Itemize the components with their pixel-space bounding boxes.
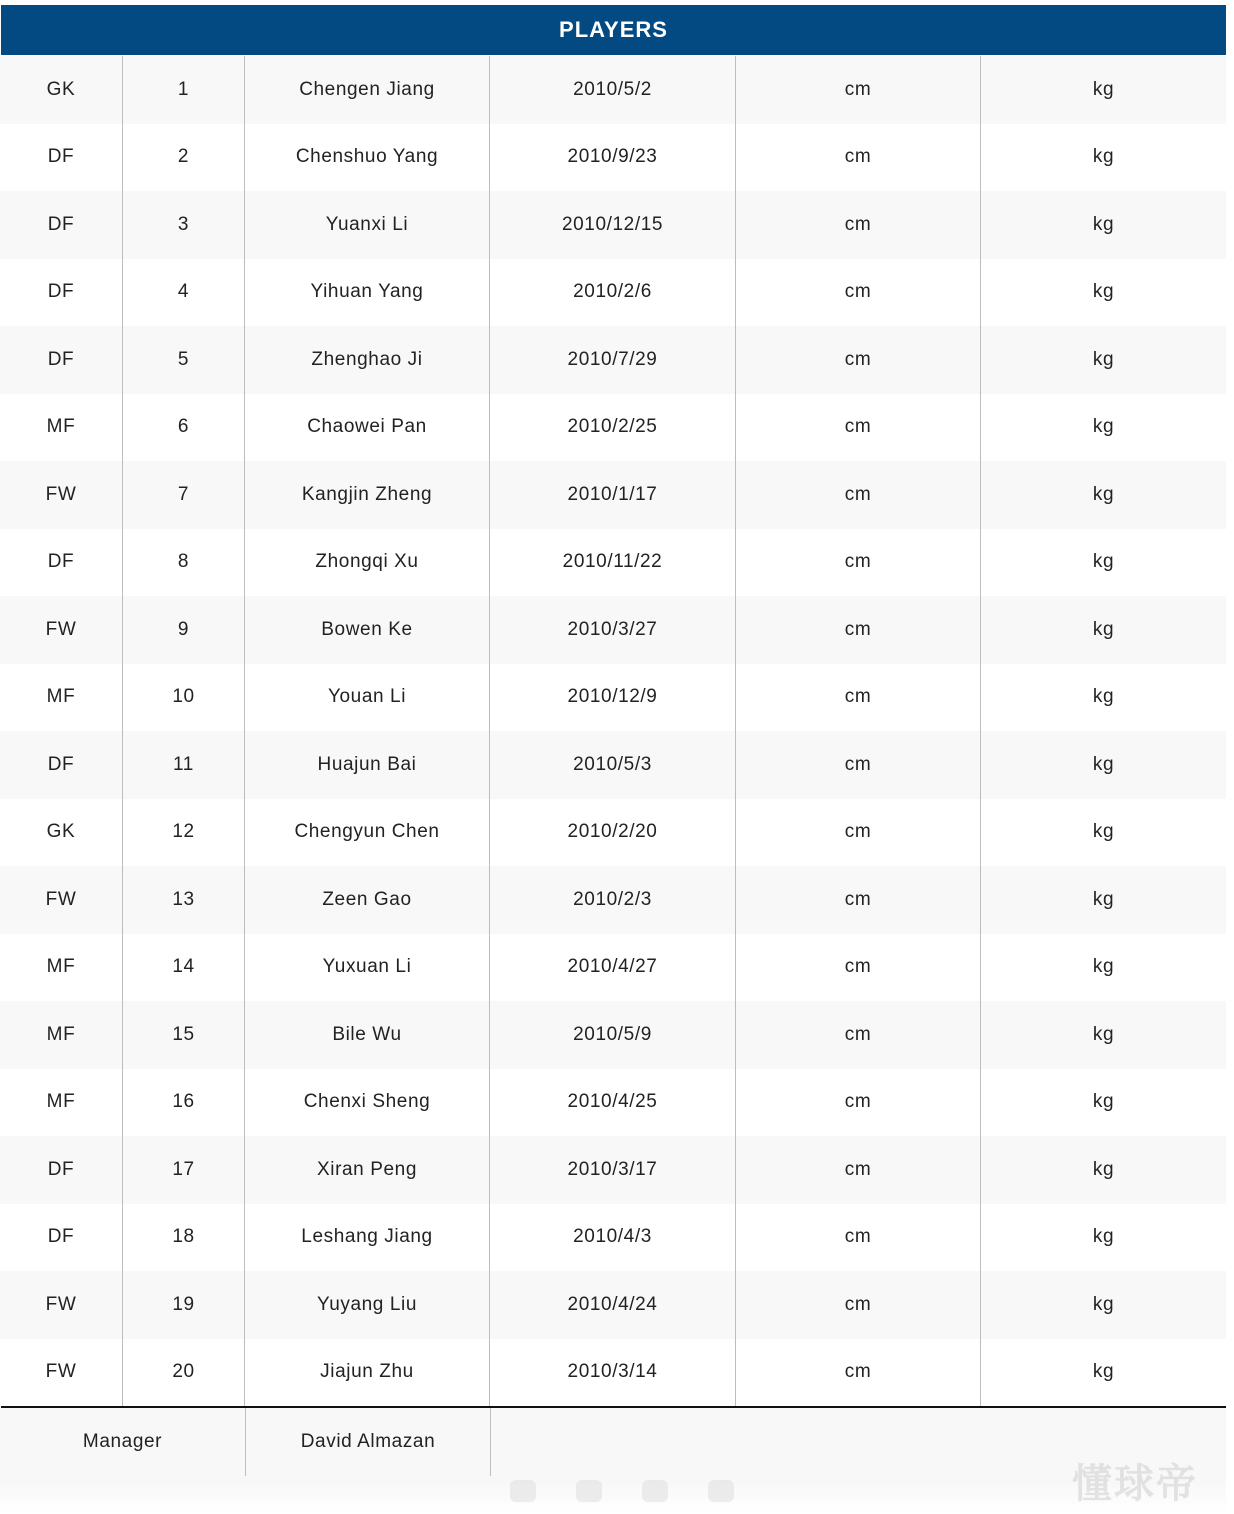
- number-cell: 14: [123, 934, 245, 1002]
- height-cell: cm: [736, 124, 981, 192]
- height-cell: cm: [736, 1271, 981, 1339]
- name-cell: Zhenghao Ji: [245, 326, 490, 394]
- height-cell: cm: [736, 1204, 981, 1272]
- name-cell: Bowen Ke: [245, 596, 490, 664]
- table-row: [0, 529, 1226, 597]
- height-cell: cm: [736, 934, 981, 1002]
- name-cell: Youan Li: [245, 664, 490, 732]
- manager-name: David Almazan: [246, 1408, 491, 1476]
- height-cell: cm: [736, 191, 981, 259]
- weight-cell: kg: [1092, 618, 1115, 640]
- height-cell: cm: [736, 596, 981, 664]
- height-cell: cm: [736, 1136, 981, 1204]
- birthdate-cell: 2010/1/17: [490, 461, 736, 529]
- table-row: [0, 1001, 1226, 1069]
- height-cell: cm: [736, 1001, 981, 1069]
- name-cell: Zeen Gao: [245, 866, 490, 934]
- weight-cell: kg: [1092, 686, 1115, 708]
- table-row: [0, 596, 1226, 664]
- name-cell: Chenxi Sheng: [245, 1069, 490, 1137]
- position-cell: GK: [0, 799, 123, 867]
- manager-label: Manager: [0, 1408, 246, 1476]
- number-cell: 10: [123, 664, 245, 732]
- watermark-logo: 懂球帝: [1072, 1462, 1198, 1506]
- blur-mark: [642, 1480, 668, 1502]
- height-cell: cm: [736, 56, 981, 124]
- table-row: [0, 866, 1226, 934]
- birthdate-cell: 2010/2/20: [490, 799, 736, 867]
- height-cell: cm: [736, 394, 981, 462]
- table-row: [0, 799, 1226, 867]
- weight-cell: kg: [1092, 348, 1115, 370]
- table-row: [0, 124, 1226, 192]
- name-cell: Bile Wu: [245, 1001, 490, 1069]
- position-cell: DF: [0, 731, 123, 799]
- birthdate-cell: 2010/3/27: [490, 596, 736, 664]
- birthdate-cell: 2010/12/15: [490, 191, 736, 259]
- position-cell: DF: [0, 124, 123, 192]
- height-cell: cm: [736, 799, 981, 867]
- weight-cell: kg: [1092, 1091, 1115, 1113]
- position-cell: DF: [0, 529, 123, 597]
- number-cell: 9: [123, 596, 245, 664]
- number-cell: 15: [123, 1001, 245, 1069]
- position-cell: FW: [0, 1271, 123, 1339]
- players-table: [0, 56, 1226, 1406]
- blur-mark: [510, 1480, 536, 1502]
- height-cell: cm: [736, 326, 981, 394]
- position-cell: DF: [0, 1204, 123, 1272]
- table-row: [0, 664, 1226, 732]
- number-cell: 2: [123, 124, 245, 192]
- weight-cell: kg: [1092, 1158, 1115, 1180]
- manager-row: [0, 1408, 1226, 1514]
- name-cell: Jiajun Zhu: [245, 1339, 490, 1407]
- position-cell: MF: [0, 394, 123, 462]
- birthdate-cell: 2010/3/17: [490, 1136, 736, 1204]
- position-cell: DF: [0, 259, 123, 327]
- name-cell: Yihuan Yang: [245, 259, 490, 327]
- number-cell: 1: [123, 56, 245, 124]
- position-cell: FW: [0, 596, 123, 664]
- number-cell: 6: [123, 394, 245, 462]
- birthdate-cell: 2010/11/22: [490, 529, 736, 597]
- number-cell: 3: [123, 191, 245, 259]
- birthdate-cell: 2010/4/3: [490, 1204, 736, 1272]
- height-cell: cm: [736, 731, 981, 799]
- number-cell: 20: [123, 1339, 245, 1407]
- blurred-marks: [510, 1480, 734, 1502]
- birthdate-cell: 2010/2/6: [490, 259, 736, 327]
- weight-cell: kg: [1092, 1023, 1115, 1045]
- name-cell: Leshang Jiang: [245, 1204, 490, 1272]
- table-row: [0, 731, 1226, 799]
- position-cell: GK: [0, 56, 123, 124]
- height-cell: cm: [736, 529, 981, 597]
- number-cell: 13: [123, 866, 245, 934]
- blur-mark: [576, 1480, 602, 1502]
- height-cell: cm: [736, 461, 981, 529]
- birthdate-cell: 2010/12/9: [490, 664, 736, 732]
- name-cell: Kangjin Zheng: [245, 461, 490, 529]
- birthdate-cell: 2010/3/14: [490, 1339, 736, 1407]
- height-cell: cm: [736, 1339, 981, 1407]
- number-cell: 4: [123, 259, 245, 327]
- weight-cell: kg: [1092, 753, 1115, 775]
- name-cell: Chenshuo Yang: [245, 124, 490, 192]
- name-cell: Chengyun Chen: [245, 799, 490, 867]
- name-cell: Yuyang Liu: [245, 1271, 490, 1339]
- number-cell: 11: [123, 731, 245, 799]
- height-cell: cm: [736, 866, 981, 934]
- birthdate-cell: 2010/5/3: [490, 731, 736, 799]
- number-cell: 8: [123, 529, 245, 597]
- weight-cell: kg: [1092, 1361, 1115, 1383]
- name-cell: Zhongqi Xu: [245, 529, 490, 597]
- name-cell: Yuanxi Li: [245, 191, 490, 259]
- table-row: [0, 56, 1226, 124]
- blur-mark: [708, 1480, 734, 1502]
- table-row: [0, 1339, 1226, 1407]
- table-row: [0, 259, 1226, 327]
- weight-cell: kg: [1092, 1226, 1115, 1248]
- birthdate-cell: 2010/4/27: [490, 934, 736, 1002]
- birthdate-cell: 2010/7/29: [490, 326, 736, 394]
- weight-cell: kg: [1092, 956, 1115, 978]
- weight-cell: kg: [1092, 821, 1115, 843]
- table-row: [0, 191, 1226, 259]
- table-row: [0, 934, 1226, 1002]
- position-cell: MF: [0, 1001, 123, 1069]
- number-cell: 7: [123, 461, 245, 529]
- table-row: [0, 1271, 1226, 1339]
- table-title: [1, 5, 1226, 55]
- height-cell: cm: [736, 259, 981, 327]
- number-cell: 18: [123, 1204, 245, 1272]
- weight-cell: kg: [1092, 416, 1115, 438]
- weight-cell: kg: [1092, 213, 1115, 235]
- number-cell: 12: [123, 799, 245, 867]
- name-cell: Chengen Jiang: [245, 56, 490, 124]
- birthdate-cell: 2010/5/9: [490, 1001, 736, 1069]
- weight-cell: kg: [1092, 78, 1115, 100]
- number-cell: 5: [123, 326, 245, 394]
- table-title-text: PLAYERS: [559, 17, 668, 42]
- number-cell: 19: [123, 1271, 245, 1339]
- birthdate-cell: 2010/4/24: [490, 1271, 736, 1339]
- weight-cell: kg: [1092, 1293, 1115, 1315]
- name-cell: Yuxuan Li: [245, 934, 490, 1002]
- birthdate-cell: 2010/5/2: [490, 56, 736, 124]
- name-cell: Xiran Peng: [245, 1136, 490, 1204]
- birthdate-cell: 2010/4/25: [490, 1069, 736, 1137]
- name-cell: Chaowei Pan: [245, 394, 490, 462]
- weight-cell: kg: [1092, 888, 1115, 910]
- birthdate-cell: 2010/2/25: [490, 394, 736, 462]
- table-row: [0, 461, 1226, 529]
- position-cell: DF: [0, 326, 123, 394]
- position-cell: MF: [0, 1069, 123, 1137]
- weight-cell: kg: [1092, 551, 1115, 573]
- number-cell: 17: [123, 1136, 245, 1204]
- weight-cell: kg: [1092, 483, 1115, 505]
- table-row: [0, 394, 1226, 462]
- position-cell: DF: [0, 191, 123, 259]
- height-cell: cm: [736, 1069, 981, 1137]
- number-cell: 16: [123, 1069, 245, 1137]
- birthdate-cell: 2010/2/3: [490, 866, 736, 934]
- table-row: [0, 1136, 1226, 1204]
- position-cell: FW: [0, 461, 123, 529]
- birthdate-cell: 2010/9/23: [490, 124, 736, 192]
- table-row: [0, 1069, 1226, 1137]
- position-cell: MF: [0, 664, 123, 732]
- table-row: [0, 326, 1226, 394]
- position-cell: DF: [0, 1136, 123, 1204]
- weight-cell: kg: [1092, 281, 1115, 303]
- position-cell: MF: [0, 934, 123, 1002]
- height-cell: cm: [736, 664, 981, 732]
- table-row: [0, 1204, 1226, 1272]
- weight-cell: kg: [1092, 146, 1115, 168]
- position-cell: FW: [0, 1339, 123, 1407]
- position-cell: FW: [0, 866, 123, 934]
- name-cell: Huajun Bai: [245, 731, 490, 799]
